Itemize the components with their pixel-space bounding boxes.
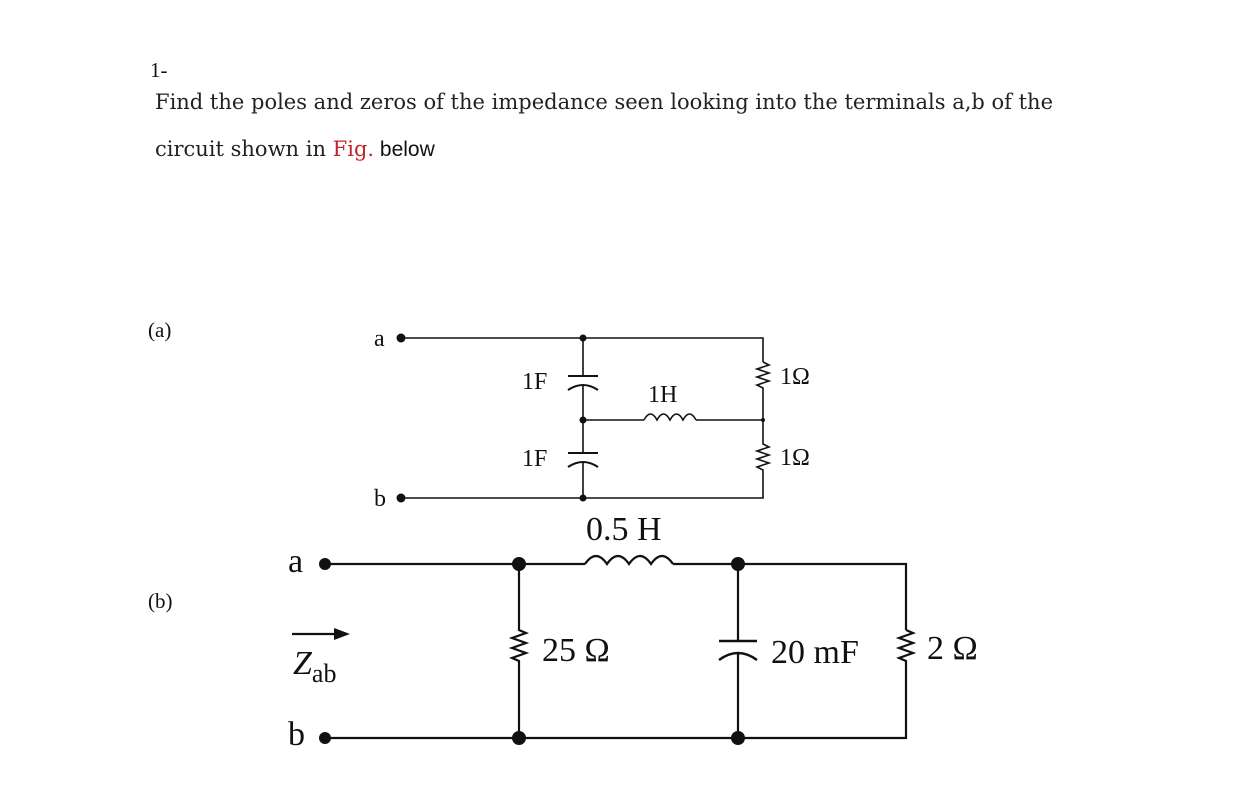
circuit-b-terminal-a-label: a: [288, 543, 304, 580]
circuit-a-resistor-bottom: [757, 420, 769, 474]
circuit-b-zab-arrowhead: [334, 628, 350, 640]
question-number: 1-: [150, 58, 168, 82]
circuit-b-resistor-2: [899, 630, 913, 668]
circuit-b-top-wire-right: [673, 564, 906, 630]
question-text-line-1: Find the poles and zeros of the impedance seen looking into the terminals a,b of the: [155, 90, 1054, 114]
circuit-b-zab-main: Z: [293, 645, 312, 682]
question-text-prefix: circuit shown in: [155, 137, 333, 161]
circuit-a-cap-top-label: 1F: [522, 369, 548, 395]
circuit-a-inductor-label: 1H: [648, 382, 678, 408]
question-text-suffix: below: [374, 138, 435, 161]
circuit-a-cap-bottom-label: 1F: [522, 446, 548, 472]
part-b-label: (b): [148, 589, 173, 613]
circuit-b-res2-label: 2 Ω: [927, 630, 978, 667]
circuit-b-terminal-b-label: b: [288, 716, 305, 753]
circuit-a-top-wire: [401, 338, 763, 362]
figure-reference: Fig.: [332, 137, 375, 161]
circuit-b-bottom-wire: [325, 668, 906, 738]
circuit-a-terminal-b-label: b: [374, 486, 386, 512]
circuit-a: [374, 326, 810, 512]
circuit-a-res-bottom-label: 1Ω: [780, 445, 810, 471]
circuit-b-capacitor-label: 20 mF: [771, 634, 859, 671]
circuit-b: [288, 511, 978, 753]
circuit-b-inductor: [585, 556, 673, 564]
circuit-b-res1-label: 25 Ω: [542, 632, 610, 669]
circuit-a-terminal-a-label: a: [374, 326, 385, 352]
circuit-a-bottom-wire: [401, 474, 763, 498]
circuit-b-zab-subscript: ab: [311, 659, 337, 688]
circuit-a-resistor-top: [757, 362, 769, 420]
circuit-a-res-top-label: 1Ω: [780, 364, 810, 390]
part-a-label: (a): [148, 318, 172, 342]
circuit-b-inductor-label: 0.5 H: [586, 511, 662, 548]
circuit-a-node: [761, 418, 765, 422]
circuit-b-zab-label: [293, 645, 336, 688]
circuit-b-resistor-25: [512, 564, 526, 738]
circuit-a-inductor: [644, 414, 696, 420]
